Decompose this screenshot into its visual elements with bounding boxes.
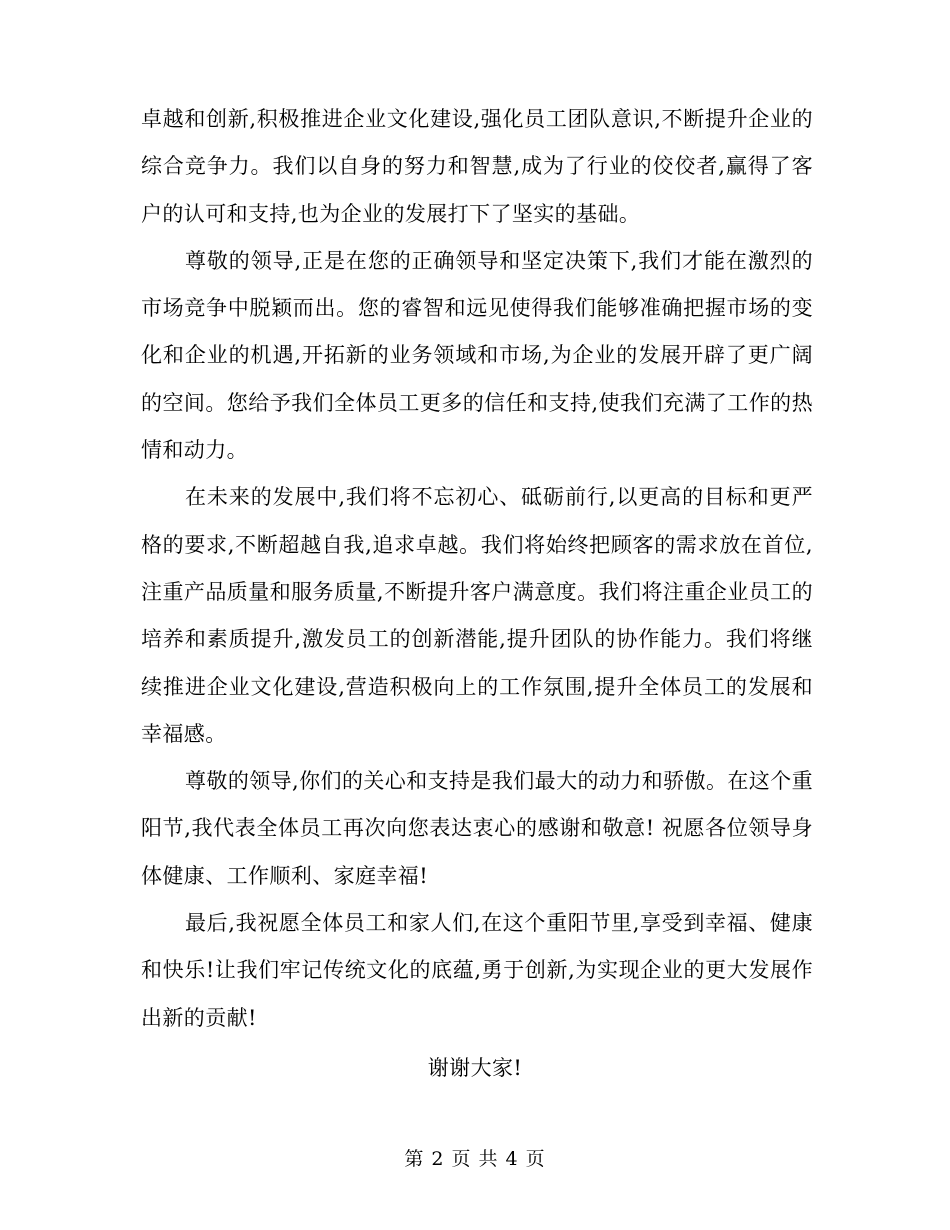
paragraph-leadership: 尊敬的领导,正是在您的正确领导和坚定决策下,我们才能在激烈的市场竞争中脱颖而出。您的睿智和远见使得我们能够准确把握市场的变化和企业的机遇,开拓新的业务领域和市场,为企业的发展开辟了更广阔的空间。您给予我们全体员工更多的信任和支持,使我们充满了工作的热情和动力。 (141, 248, 813, 463)
paragraph-thanks: 尊敬的领导,你们的关心和支持是我们最大的动力和骄傲。在这个重阳节,我代表全体员工再次向您表达衷心的感谢和敬意! 祝愿各位领导身体健康、工作顺利、家庭幸福! (141, 769, 813, 888)
paragraph-future: 在未来的发展中,我们将不忘初心、砥砺前行,以更高的目标和更严格的要求,不断超越自我,追求卓越。我们将始终把顾客的需求放在首位,注重产品质量和服务质量,不断提升客户满意度。我们将注重企业员工的培养和素质提升,激发员工的创新潜能,提升团队的协作能力。我们将继续推进企业文化建设,营造积极向上的工作氛围,提升全体员工的发展和幸福感。 (141, 485, 813, 746)
page-number-footer: 第 2 页 共 4 页 (404, 1148, 546, 1170)
document-body (141, 96, 813, 1042)
paragraph-final-wishes: 最后,我祝愿全体员工和家人们,在这个重阳节里,享受到幸福、健康和快乐!让我们牢记传统文化的底蕴,勇于创新,为实现企业的更大发展作出新的贡献! (141, 911, 813, 1030)
paragraph-continuation: 卓越和创新,积极推进企业文化建设,强化员工团队意识,不断提升企业的综合竞争力。我们以自身的努力和智慧,成为了行业的佼佼者,赢得了客户的认可和支持,也为企业的发展打下了坚实的基础。 (141, 107, 813, 226)
closing-line: 谢谢大家! (427, 1056, 523, 1080)
